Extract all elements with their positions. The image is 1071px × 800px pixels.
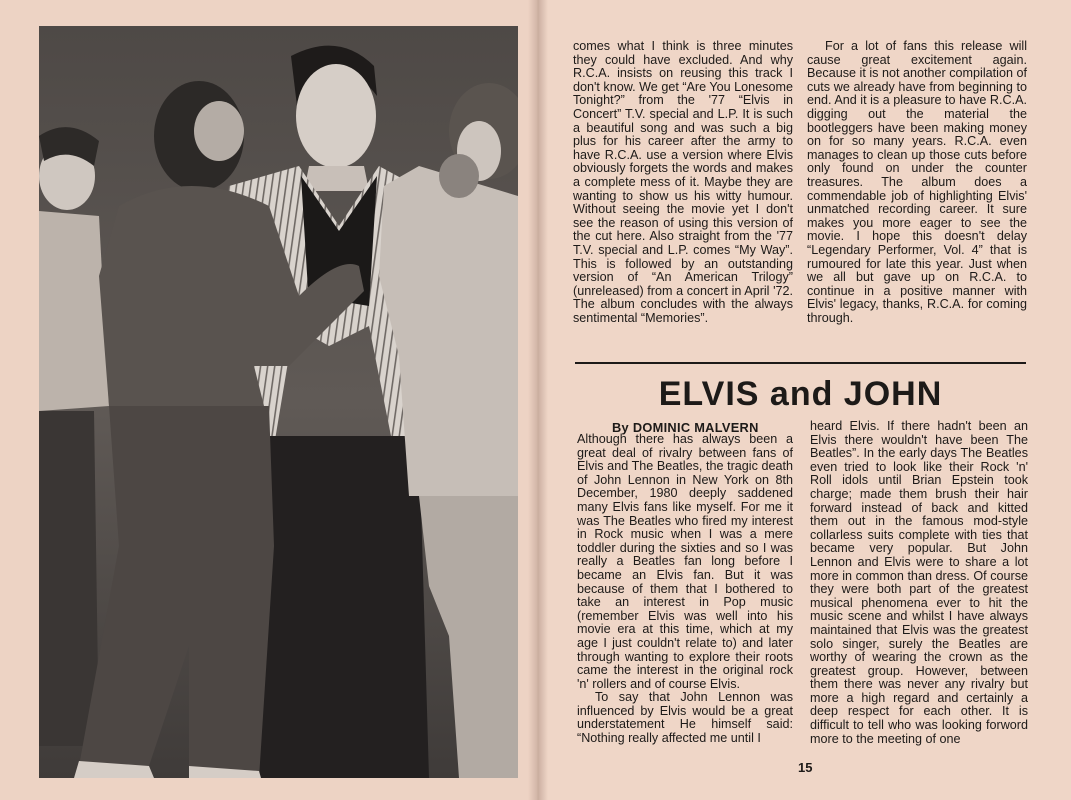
page-gutter [528, 0, 548, 800]
article-headline: ELVIS and JOHN [658, 375, 943, 413]
elvis-dancing-photo [39, 26, 518, 778]
photo-illustration [39, 26, 518, 778]
article-continued-column-2 [807, 40, 1027, 325]
body-text: comes what I think is three minutes they could have excluded. And why R.C.A. insists on reusing this track I don't know. We get “Are You Lonesome Tonight?” from the '77 “Elvis in Concert” T.V. special and L.P. It is such a beautiful song and was such a big plus for his career after the army to have R.C.A. use a version where Elvis obviously forgets the words and makes a complete mess of it. Maybe they are wanting to show us his witty humour. Without seeing the movie yet I don't see the reason of using this version of the cut here. Also straight from the '77 T.V. special and L.P. comes “My Way”. This is followed by an outstanding version of “An American Trilogy” (unreleased) from a concert in April '72. The album concludes with the always sentimental “Memories”. [573, 39, 793, 325]
article-byline: By DOMINIC MALVERN [612, 420, 759, 435]
article-column-1 [577, 433, 793, 746]
body-text: To say that John Lennon was influenced by Elvis would be a great understatement He himself said: “Nothing really affected me until I [577, 690, 793, 746]
article-continued-column-1 [573, 40, 793, 325]
body-text: Although there has always been a great deal of rivalry between fans of Elvis and The Beatles, the tragic death of John Lennon in New York on 8th December, 1980 deeply saddened many Elvis fans like myself. For me it was The Beatles who fired my interest in Rock music when I was a mere toddler during the sixties and so I was really a Beatles fan long before I became an Elvis fan. But it was because of them that I bothered to take an interest in Pop music (remember Elvis was well into his movie era at this time, which at my age I just couldn't relate to) and later through wanting to explore their roots came the interest in the original rock 'n' rollers and of course Elvis. [577, 432, 793, 691]
page-number: 15 [798, 760, 813, 775]
body-text: For a lot of fans this release will cause great excitement again. Because it is not another compilation of cuts we already have from beginning to end. And it is a pleasure to have R.C.A. digging out the material the bootleggers have been making money on for so many years. R.C.A. even manages to clean up those cuts before only found on under the counter treasures. The album does a commendable job of highlighting Elvis' unmatched recording career. It sure makes you more eager to see the movie. I hope this doesn't delay “Legendary Performer, Vol. 4” that is rumoured for late this year. Just when we all but gave up on R.C.A. to continue in a positive manner with Elvis' legacy, thanks, R.C.A. for coming through. [807, 39, 1027, 325]
section-divider [575, 362, 1026, 364]
article-column-2 [810, 420, 1028, 746]
body-text: heard Elvis. If there hadn't been an Elvis there wouldn't have been The Beatles”. In the early days The Beatles even tried to look like their Rock 'n' Roll idols until Brian Epstein took charge; made them brush their hair forward instead of back and kitted them out in the famous mod-style collarless suits complete with ties that became very popular. But John Lennon and Elvis were to share a lot more in common than dress. Of course they were both part of the greatest musical phenomena ever to hit the music scene and whilst I have always maintained that Elvis was the greatest solo singer, surely the Beatles are worthy of wearing the crown as the greatest group. However, between them there was never any rivalry but more a high regard and certainly a deep respect for each other. It is difficult to tell who was looking forword more to the meeting of one [810, 419, 1028, 746]
